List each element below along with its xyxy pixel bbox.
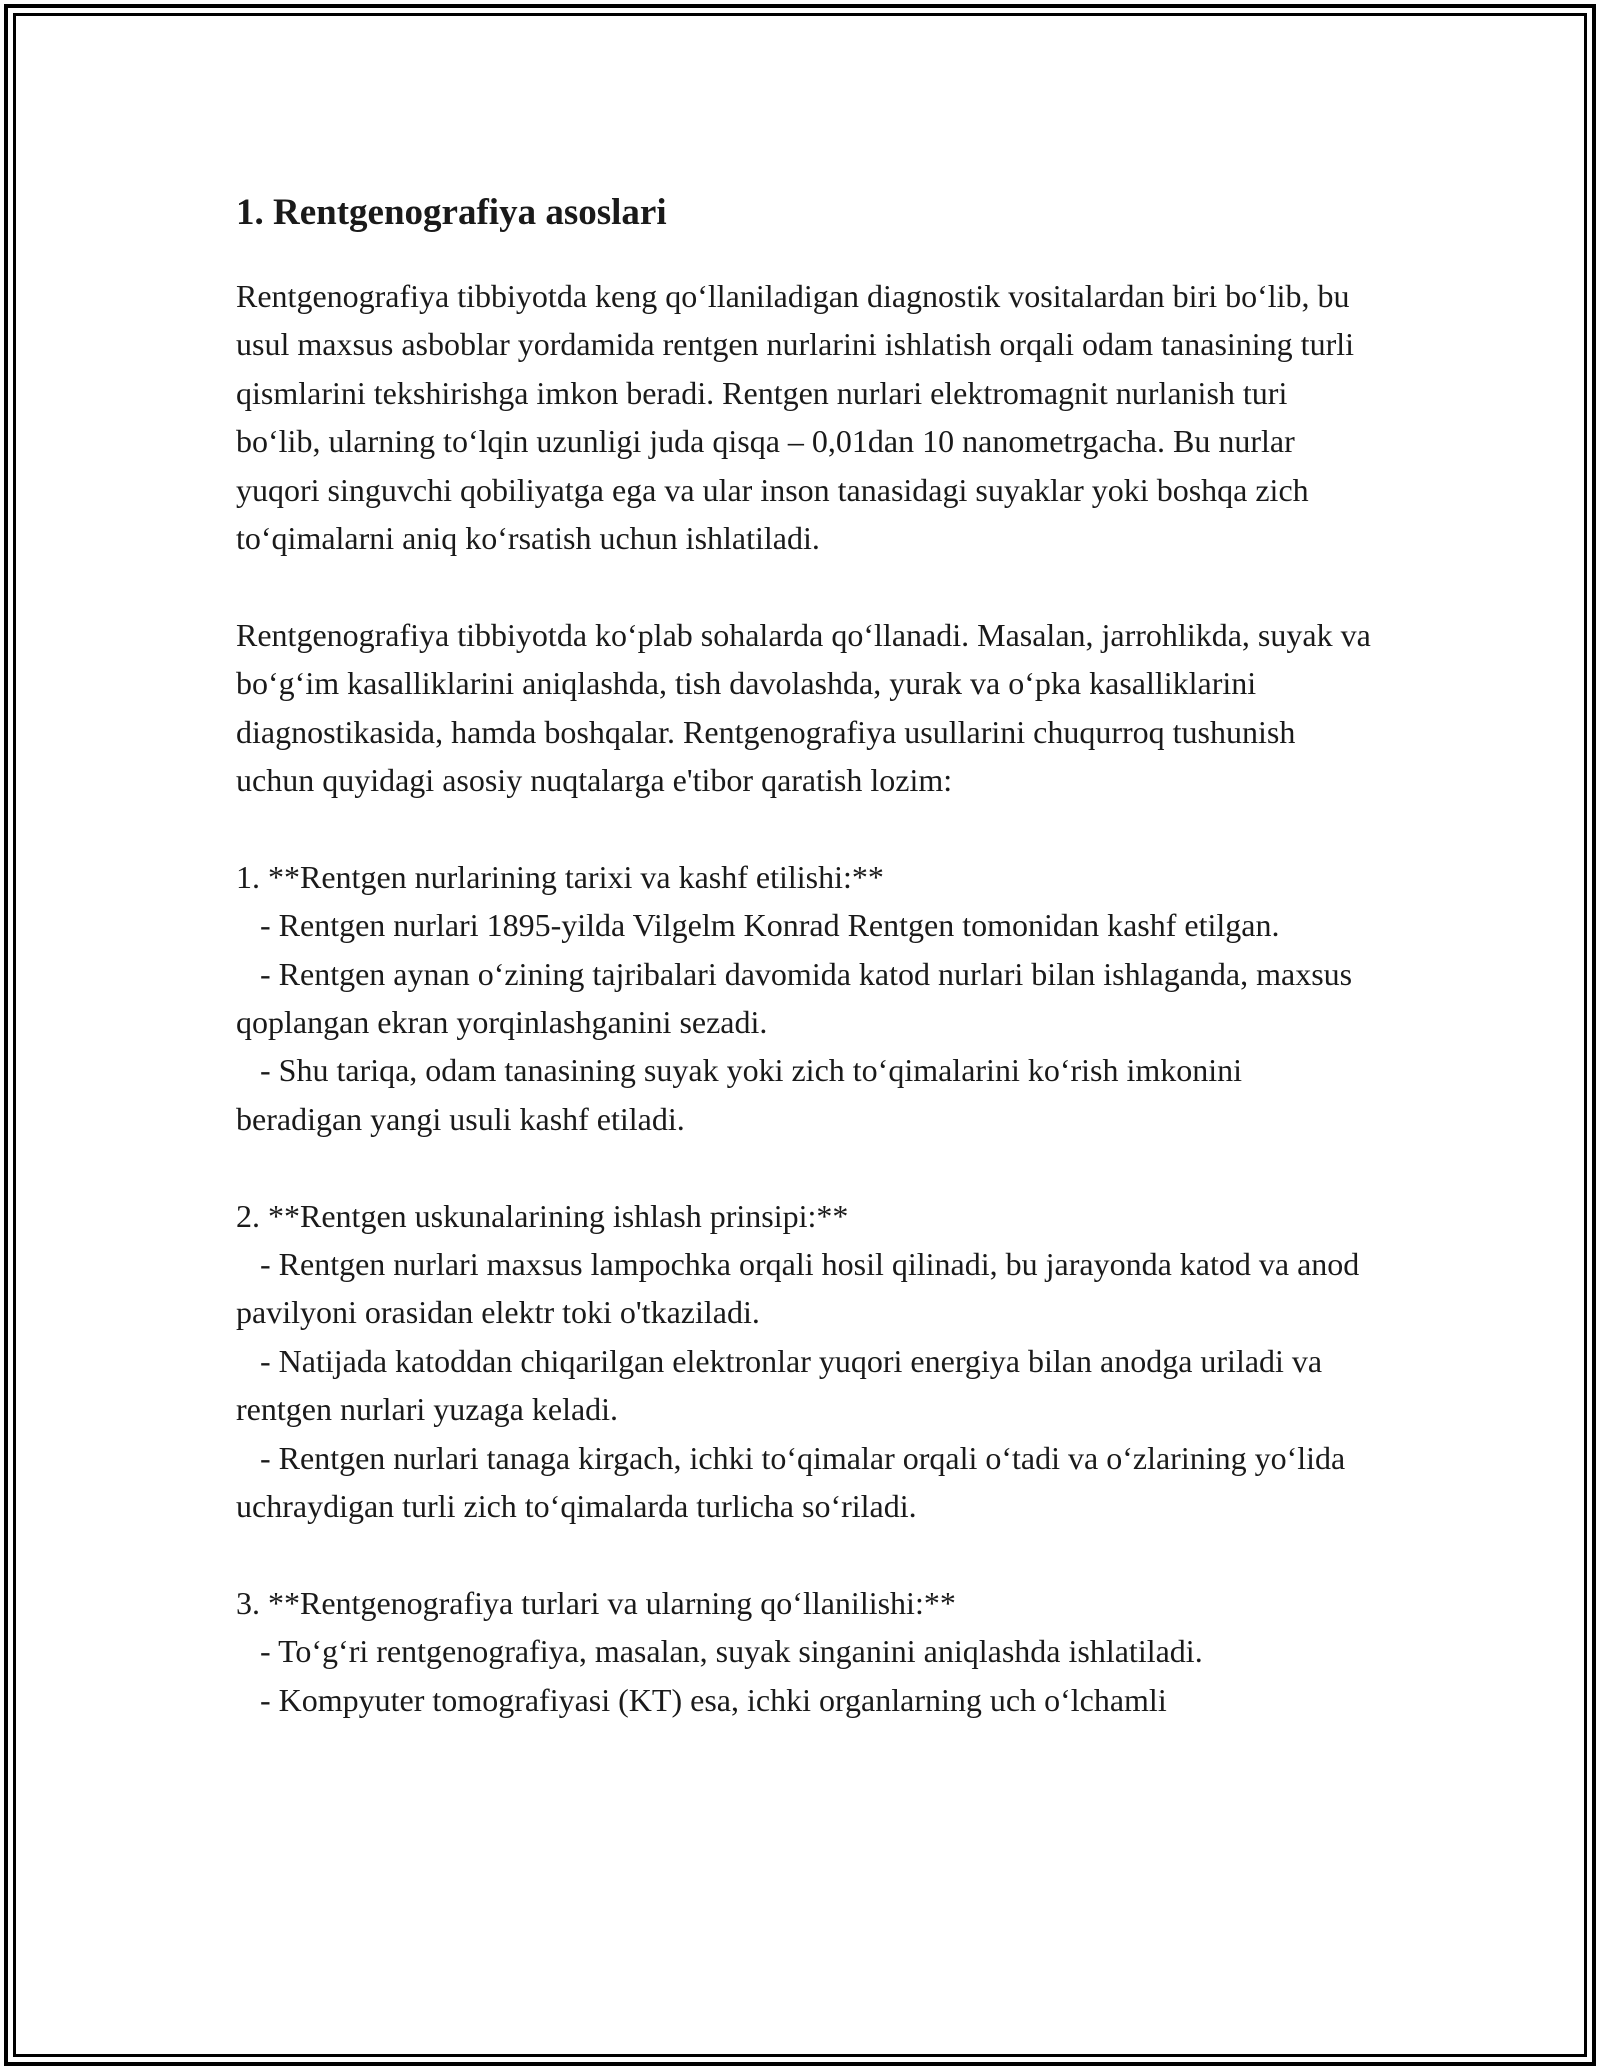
- list-item-history: 1. **Rentgen nurlarining tarixi va kashf etilishi:** - Rentgen nurlari 1895-yilda Vilgelm Konrad Rentgen tomonidan kashf etilgan. - Rentgen aynan o‘zining tajribalari davomida katod nurlari bilan ishlaganda, maxsus qoplangan ekran yorqinlashganini sezadi. - Shu tariqa, odam tanasining suyak yoki zich to‘qimalarini ko‘rish imkonini beradigan yangi usuli kashf etiladi.: [236, 858, 1353, 1137]
- applications-paragraph: Rentgenografiya tibbiyotda ko‘plab sohalarda qo‘llanadi. Masalan, jarrohlikda, suyak va bo‘g‘im kasalliklarini aniqlashda, tish davolashda, yurak va o‘pka kasalliklarini diagnostikasida, hamda boshqalar. Rentgenografiya usullarini chuqurroq tushunish uchun quyidagi asosiy nuqtalarga e'tibor qaratish lozim:: [236, 616, 1379, 799]
- list-item-types: 3. **Rentgenografiya turlari va ularning qo‘llanilishi:** - To‘g‘ri rentgenografiya, masalan, suyak singanini aniqlashda ishlatiladi. - Kompyuter tomografiyasi (KT) esa, ichki organlarning uch o‘lchamli: [236, 1584, 1203, 1718]
- paragraph-spacer: [236, 562, 1376, 610]
- paragraph-spacer: [236, 804, 1376, 852]
- paragraph-spacer: [236, 1143, 1376, 1191]
- section-heading: 1. Rentgenografiya asoslari: [236, 192, 667, 233]
- paragraph-spacer: [236, 1531, 1376, 1579]
- document-body: [236, 184, 1379, 1724]
- intro-paragraph: Rentgenografiya tibbiyotda keng qo‘llaniladigan diagnostik vositalardan biri bo‘lib, bu usul maxsus asboblar yordamida rentgen nurlarini ishlatish orqali odam tanasining turli qismlarini tekshirishga imkon beradi. Rentgen nurlari elektromagnit nurlanish turi bo‘lib, ularning to‘lqin uzunligi juda qisqa – 0,01dan 10 nanometrgacha. Bu nurlar yuqori singuvchi qobiliyatga ega va ular inson tanasidagi suyaklar yoki boshqa zich to‘qimalarni aniq ko‘rsatish uchun ishlatiladi.: [236, 278, 1362, 557]
- list-item-working-principle: 2. **Rentgen uskunalarining ishlash prinsipi:** - Rentgen nurlari maxsus lampochka orqali hosil qilinadi, bu jarayonda katod va anod pavilyoni orasidan elektr toki o'tkaziladi. - Natijada katoddan chiqarilgan elektronlar yuqori energiya bilan anodga uriladi va rentgen nurlari yuzaga keladi. - Rentgen nurlari tanaga kirgach, ichki to‘qimalar orqali o‘tadi va o‘zlarining yo‘lida uchraydigan turli zich to‘qimalarda turlicha so‘riladi.: [236, 1197, 1360, 1525]
